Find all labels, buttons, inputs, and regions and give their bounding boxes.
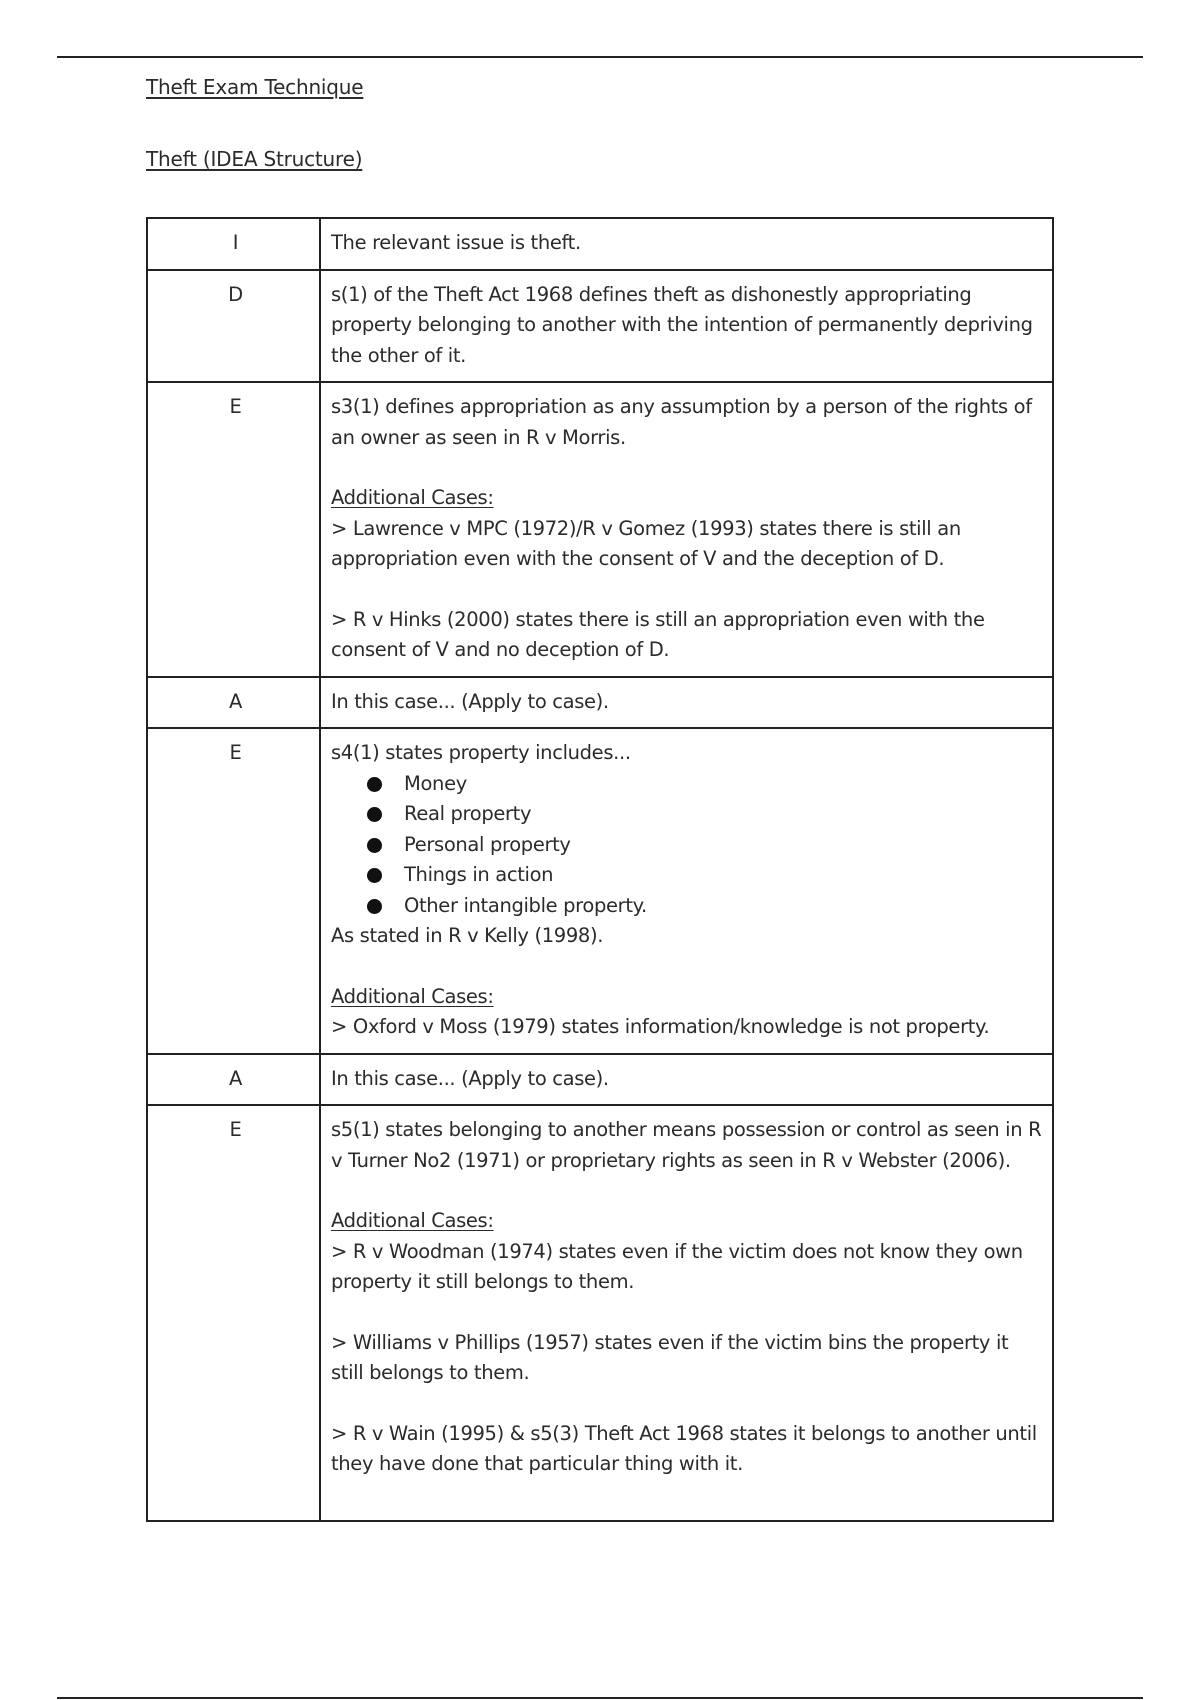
row-text: s5(1) states belonging to another means possession or control as seen in R v Turner No2 (1971) or proprietary rights as seen in R v Webster (2006). (331, 1118, 1042, 1172)
row-text: In this case... (Apply to case). (331, 689, 609, 713)
row-letter: E (147, 382, 320, 677)
idea-structure-table (146, 217, 1054, 1522)
row-content (320, 382, 1053, 677)
case-item: > Oxford v Moss (1979) states information/knowledge is not property. (331, 1015, 990, 1038)
case-item: > R v Woodman (1974) states even if the victim does not know they own property it still belongs to them. (331, 1239, 1023, 1293)
row-letter: I (147, 218, 320, 270)
row-text-after-list: As stated in R v Kelly (1998). (331, 924, 604, 947)
table-row-apply (147, 677, 1053, 729)
list-item: Money (367, 769, 1046, 800)
case-item: > R v Hinks (2000) states there is still an appropriation even with the consent of V and no deception of D. (331, 607, 985, 661)
row-content (320, 1105, 1053, 1521)
section-heading: Theft (IDEA Structure) (146, 147, 363, 171)
table-row-apply (147, 1054, 1053, 1106)
list-item: Real property (367, 799, 1046, 830)
row-text: In this case... (Apply to case). (331, 1066, 609, 1090)
list-item: Personal property (367, 830, 1046, 861)
additional-cases (331, 1206, 1046, 1298)
additional-cases-label: Additional Cases: (331, 486, 494, 509)
case-item: > R v Wain (1995) & s5(3) Theft Act 1968 states it belongs to another until they have done that particular thing with it. (331, 1421, 1037, 1475)
table-row-definition (147, 270, 1053, 383)
row-text: The relevant issue is theft. (331, 231, 581, 254)
property-list (331, 769, 1046, 922)
additional-cases-label: Additional Cases: (331, 984, 494, 1008)
row-content (320, 1054, 1053, 1106)
row-letter: A (147, 677, 320, 729)
row-text: s3(1) defines appropriation as any assumption by a person of the rights of an owner as seen in R v Morris. (331, 395, 1032, 449)
table-row-explain-appropriation (147, 382, 1053, 677)
row-letter: E (147, 1105, 320, 1521)
list-item: Other intangible property. (367, 891, 1046, 922)
row-letter: E (147, 728, 320, 1054)
row-content (320, 218, 1053, 270)
row-content (320, 677, 1053, 729)
page-top-rule (57, 56, 1143, 58)
list-item: Things in action (367, 860, 1046, 891)
row-content (320, 270, 1053, 383)
row-content (320, 728, 1053, 1054)
additional-cases-label: Additional Cases: (331, 1209, 494, 1232)
additional-cases (331, 483, 1046, 575)
case-item: > Lawrence v MPC (1972)/R v Gomez (1993) states there is still an appropriation even with the consent of V and the deception of D. (331, 516, 961, 570)
case-item: > Williams v Phillips (1957) states even if the victim bins the property it still belongs to them. (331, 1330, 1009, 1384)
table-row-explain-belonging (147, 1105, 1053, 1521)
row-text: s(1) of the Theft Act 1968 defines theft as dishonestly appropriating property belonging to another with the intention of permanently depriving the other of it. (331, 282, 1033, 367)
row-letter: D (147, 270, 320, 383)
table-row-issue (147, 218, 1053, 270)
row-letter: A (147, 1054, 320, 1106)
property-block (331, 738, 1046, 952)
table-row-explain-property (147, 728, 1053, 1054)
additional-cases (331, 982, 1046, 1043)
row-text: s4(1) states property includes... (331, 741, 631, 764)
document-title: Theft Exam Technique (146, 75, 364, 99)
page-bottom-rule (57, 1697, 1143, 1699)
